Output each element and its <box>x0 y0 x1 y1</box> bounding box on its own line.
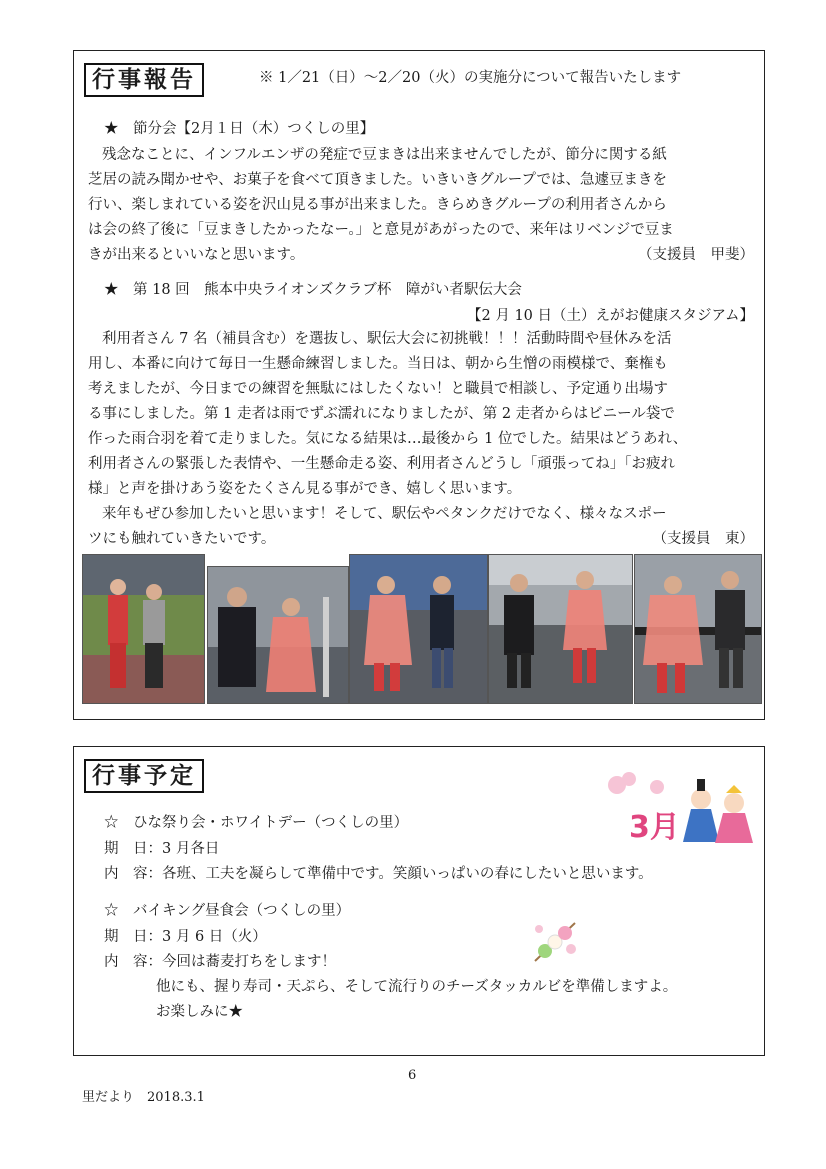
setsubun-line: 残念なことに、インフルエンザの発症で豆まきは出来ませんでしたが、節分に関する紙 <box>102 147 667 163</box>
ekiden-line: 来年もぜひ参加したいと思います！そして、駅伝やペタンクだけでなく、様々なスポー <box>102 506 667 522</box>
ekiden-signature: （支援員 東） <box>652 531 754 547</box>
ekiden-photo <box>634 554 762 704</box>
viking-title: ☆ バイキング昼食会（つくしの里） <box>104 903 351 919</box>
ekiden-photo <box>488 554 633 704</box>
viking-date: 期 日：3 月 6 日（火） <box>104 929 267 945</box>
hinamatsuri-title: ☆ ひな祭り会・ホワイトデー（つくしの里） <box>104 815 409 831</box>
event-report-section <box>73 50 765 720</box>
hina-dolls-icon <box>599 767 759 847</box>
ekiden-photo <box>82 554 205 704</box>
hinamatsuri-date: 期 日：3 月各日 <box>104 841 220 857</box>
viking-content: 内 容：今回は蕎麦打ちをします！ <box>104 954 336 970</box>
ekiden-photo <box>349 554 488 704</box>
ekiden-title: ★ 第 18 回 熊本中央ライオンズクラブ杯 障がい者駅伝大会 <box>104 282 522 298</box>
ekiden-photo <box>207 566 349 704</box>
setsubun-line: 芝居の読み聞かせや、お菓子を食べて頂きました。いきいきグループでは、急遽豆まきを <box>88 172 667 188</box>
hanami-dango-icon <box>529 915 581 967</box>
ekiden-line: 考えましたが、今日までの練習を無駄にはしたくない！と職員で相談し、予定通り出場す <box>88 381 668 397</box>
page-number: 6 <box>408 1068 417 1083</box>
setsubun-line: きが出来るといいなと思います。 <box>88 247 305 263</box>
event-schedule-heading: 行事予定 <box>84 759 204 793</box>
ekiden-line: 利用者さんの緊張した表情や、一生懸命走る姿、利用者さんどうし「頑張ってね」「お疲れ <box>88 456 675 472</box>
setsubun-signature: （支援員 甲斐） <box>638 247 754 263</box>
ekiden-line: 作った雨合羽を着て走りました。気になる結果は…最後から 1 位でした。結果はどうあれ、 <box>88 431 688 447</box>
viking-content-line: 他にも、握り寿司・天ぷら、そして流行りのチーズタッカルビを準備しますよ。 <box>156 979 678 995</box>
month-badge: 3月 <box>629 810 680 845</box>
ekiden-line: る事にしました。第 1 走者は雨でずぶ濡れになりましたが、第 2 走者からはビニール袋で <box>88 406 675 422</box>
ekiden-subtitle: 【2 月 10 日（土）えがお健康スタジアム】 <box>467 308 754 324</box>
ekiden-line: 利用者さん 7 名（補員含む）を選抜し、駅伝大会に初挑戦！！！活動時間や昼休みを活 <box>102 331 672 347</box>
setsubun-line: は会の終了後に「豆まきしたかったなー。」と意見があがったので、来年はリベンジで豆ま <box>88 222 674 238</box>
event-schedule-section <box>73 746 765 1056</box>
event-report-period-note: ※ 1／21（日）～2／20（火）の実施分について報告いたします <box>259 70 682 86</box>
ekiden-line: ツにも触れていきたいです。 <box>88 531 276 547</box>
newsletter-issue: 里だより 2018.3.1 <box>82 1090 205 1105</box>
setsubun-title: ★ 節分会【2月１日（木）つくしの里】 <box>104 121 375 137</box>
ekiden-line: 様」と声を掛けあう姿をたくさん見る事ができ、嬉しく思います。 <box>88 481 522 497</box>
viking-content-line: お楽しみに★ <box>156 1004 243 1020</box>
ekiden-line: 用し、本番に向けて毎日一生懸命練習しました。当日は、朝から生憎の雨模様で、棄権も <box>88 356 668 372</box>
setsubun-line: 行い、楽しまれている姿を沢山見る事が出来ました。きらめきグループの利用者さんから <box>88 197 667 213</box>
event-report-heading: 行事報告 <box>84 63 204 97</box>
hinamatsuri-content: 内 容：各班、工夫を凝らして準備中です。笑顔いっぱいの春にしたいと思います。 <box>104 866 653 882</box>
